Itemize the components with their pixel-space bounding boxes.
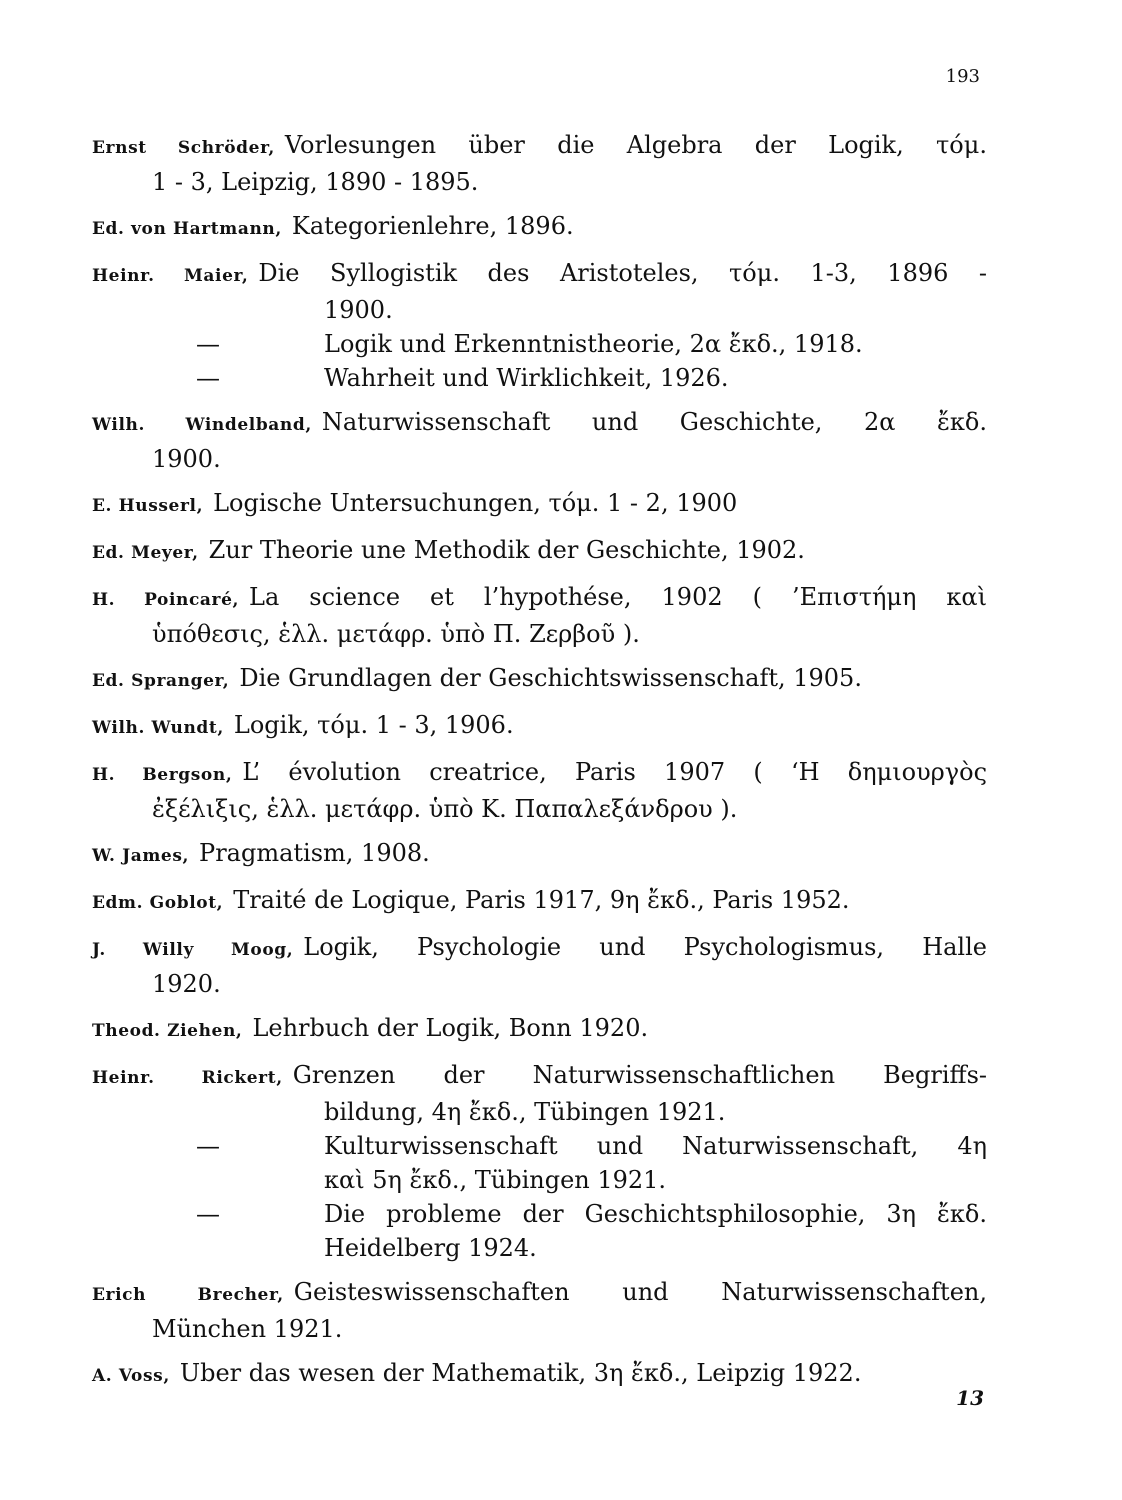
entry-text: Vorlesungen über die Algebra der Logik, τόμ. (284, 131, 987, 159)
entry-text: Logik, Psychologie und Psychologismus, Halle (303, 933, 987, 961)
entry-author: J. Willy Moog, (92, 940, 294, 960)
ditto-dash: — (196, 1200, 220, 1228)
bibliography-entry (92, 256, 987, 395)
entry-text: Zur Theorie une Methodik der Geschichte, 1902. (208, 536, 805, 564)
entry-text: Naturwissenschaft und Geschichte, 2α ἔκδ. (321, 408, 988, 436)
entry-author: Ed. Meyer, (92, 543, 199, 563)
sub-entry (92, 1197, 987, 1265)
bibliography-entry (92, 1275, 987, 1346)
entry-text: Pragmatism, 1908. (199, 839, 430, 867)
entry-author: Theod. Ziehen, (92, 1021, 243, 1041)
bibliography-entry (92, 580, 987, 651)
entry-text: La science et l’hypothése, 1902 ( ’Επιστήμη καὶ (249, 583, 987, 611)
entry-continuation: Heidelberg 1924. (324, 1234, 537, 1262)
entry-text: Lehrbuch der Logik, Bonn 1920. (252, 1014, 649, 1042)
page-number: 193 (945, 66, 980, 87)
entry-text: Kategorienlehre, 1896. (291, 212, 574, 240)
bibliography-entry (92, 883, 987, 920)
entry-text: Grenzen der Naturwissenschaftlichen Begriffs- (292, 1061, 987, 1089)
entry-author: Ernst Schröder, (92, 138, 275, 158)
bibliography-entry (92, 708, 987, 745)
ditto-dash: — (196, 364, 220, 392)
bibliography-entry (92, 405, 987, 476)
sub-entry (92, 327, 987, 361)
bibliography-entry (92, 1011, 987, 1048)
entry-text: L’ évolution creatrice, Paris 1907 ( ‘Η δημιουργὸς (242, 758, 988, 786)
entry-continuation: 1920. (152, 970, 221, 998)
entry-text: Logische Untersuchungen, τόμ. 1 - 2, 1900 (213, 489, 738, 517)
entry-continuation: ὑπόθεσις, ἑλλ. μετάφρ. ὑπὸ Π. Ζερβοῦ ). (152, 620, 640, 648)
entry-author: E. Husserl, (92, 496, 204, 516)
entry-author: Ed. Spranger, (92, 671, 230, 691)
bibliography-entry (92, 486, 987, 523)
sub-entry (92, 1129, 987, 1197)
bibliography-entry (92, 533, 987, 570)
entry-author: Wilh. Wundt, (92, 718, 224, 738)
entry-text: bildung, 4η ἔκδ., Tübingen 1921. (324, 1098, 726, 1126)
entry-author: Wilh. Windelband, (92, 415, 312, 435)
sub-entry (92, 361, 987, 395)
entry-continuation: 1900. (152, 445, 221, 473)
entry-author: Edm. Goblot, (92, 893, 224, 913)
entry-text: Traité de Logique, Paris 1917, 9η ἔκδ., Paris 1952. (233, 886, 850, 914)
entry-text: Wahrheit und Wirklichkeit, 1926. (324, 364, 729, 392)
bibliography-entry (92, 930, 987, 1001)
entry-text: Die Grundlagen der Geschichtswissenschaft, 1905. (239, 664, 862, 692)
entry-author: H. Poincaré, (92, 590, 240, 610)
ditto-dash: — (196, 1132, 220, 1160)
entry-continuation: ἐξέλιξις, ἑλλ. μετάφρ. ὑπὸ Κ. Παπαλεξάνδρου ). (152, 795, 738, 823)
bibliography-entry (92, 836, 987, 873)
bibliography-entry (92, 1058, 987, 1265)
entry-author: W. James, (92, 846, 190, 866)
entry-text: Logik und Erkenntnistheorie, 2α ἔκδ., 1918. (324, 330, 863, 358)
entry-author: Erich Brecher, (92, 1285, 284, 1305)
sub-entry (92, 1095, 987, 1129)
bibliography-entry (92, 755, 987, 826)
entry-continuation: München 1921. (152, 1315, 343, 1343)
bibliography-entry (92, 128, 987, 199)
bibliography-entry (92, 1356, 987, 1393)
bibliography-entry (92, 661, 987, 698)
entry-text: Kulturwissenschaft und Naturwissenschaft, 4η (324, 1132, 987, 1160)
entry-author: Ed. von Hartmann, (92, 219, 282, 239)
entry-continuation: 1 - 3, Leipzig, 1890 - 1895. (152, 168, 479, 196)
entry-author: Heinr. Rickert, (92, 1068, 283, 1088)
entry-text: Geisteswissenschaften und Naturwissenschaften, (293, 1278, 987, 1306)
entry-author: Heinr. Maier, (92, 266, 249, 286)
entry-text: Uber das wesen der Mathematik, 3η ἔκδ., Leipzig 1922. (179, 1359, 862, 1387)
entry-text: Die Syllogistik des Aristoteles, τόμ. 1-3, 1896 - (258, 259, 988, 287)
bibliography-entry (92, 209, 987, 246)
entry-text: Logik, τόμ. 1 - 3, 1906. (233, 711, 514, 739)
ditto-dash: — (196, 330, 220, 358)
signature-mark: 13 (956, 1386, 984, 1410)
ditto-dash (92, 1095, 324, 1129)
entry-author: A. Voss, (92, 1366, 170, 1386)
entry-text: Die probleme der Geschichtsphilosophie, 3η ἔκδ. (324, 1200, 987, 1228)
bibliography-list (92, 128, 987, 1403)
entry-author: H. Bergson, (92, 765, 233, 785)
entry-continuation: 1900. (324, 296, 393, 324)
entry-continuation: καὶ 5η ἔκδ., Tübingen 1921. (324, 1166, 667, 1194)
